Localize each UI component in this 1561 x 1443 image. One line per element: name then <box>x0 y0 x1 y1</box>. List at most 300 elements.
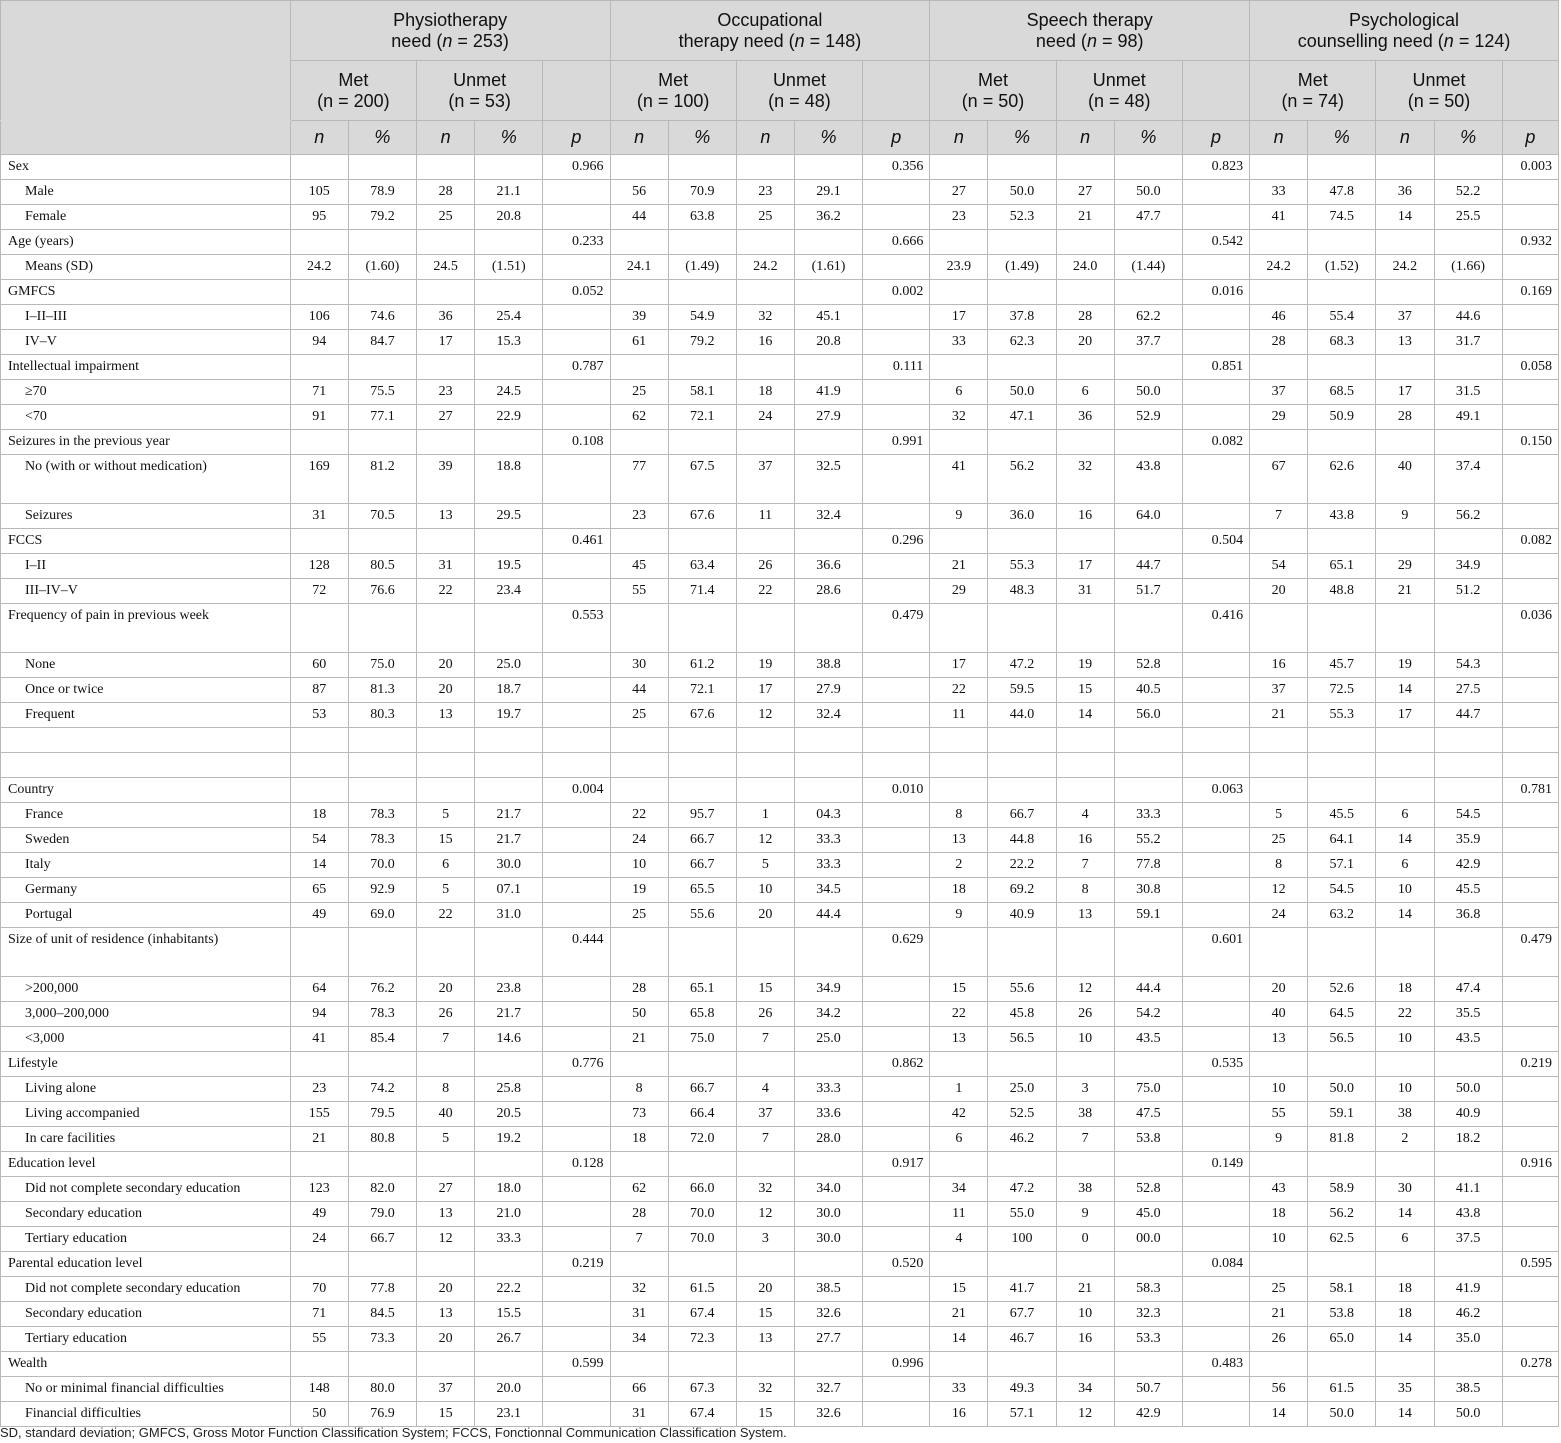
value-cell: 148 <box>290 1377 348 1402</box>
value-cell: 22 <box>1376 1002 1434 1027</box>
value-cell: 19 <box>610 878 668 903</box>
p-value-cell <box>863 1077 930 1102</box>
p-value-cell: 0.542 <box>1182 230 1249 255</box>
p-value-cell <box>863 579 930 604</box>
p-value-cell <box>863 1402 930 1427</box>
p-value-cell: 0.823 <box>1182 155 1249 180</box>
value-cell <box>417 1152 475 1177</box>
p-value-cell <box>1182 678 1249 703</box>
p-value-cell <box>863 405 930 430</box>
value-cell <box>988 778 1056 803</box>
value-cell: 43.8 <box>1434 1202 1502 1227</box>
value-cell: 22 <box>610 803 668 828</box>
value-cell: 25.4 <box>475 305 543 330</box>
value-cell: 28.6 <box>794 579 862 604</box>
value-cell <box>1114 1152 1182 1177</box>
value-cell <box>930 778 988 803</box>
value-cell: 47.8 <box>1308 180 1376 205</box>
value-cell: 14 <box>290 853 348 878</box>
value-cell <box>1308 778 1376 803</box>
table-row <box>1 1077 1559 1102</box>
p-value-cell <box>1182 1177 1249 1202</box>
value-cell: 37.5 <box>1434 1227 1502 1252</box>
value-cell <box>1056 728 1114 753</box>
p-value-cell <box>1182 753 1249 778</box>
p-value-cell <box>1502 828 1558 853</box>
p-value-cell <box>543 330 610 355</box>
value-cell <box>1434 280 1502 305</box>
table-row <box>1 928 1559 977</box>
value-cell <box>930 1052 988 1077</box>
value-cell: 21.7 <box>475 803 543 828</box>
value-cell <box>290 753 348 778</box>
stat-header: % <box>794 121 862 155</box>
stat-header: n <box>1376 121 1434 155</box>
value-cell: 54.9 <box>668 305 736 330</box>
value-cell <box>417 529 475 554</box>
value-cell <box>794 604 862 653</box>
value-cell <box>1376 778 1434 803</box>
met-header <box>610 61 736 121</box>
value-cell: 50.0 <box>1434 1077 1502 1102</box>
value-cell: 24 <box>610 828 668 853</box>
stat-header: p <box>1502 121 1558 155</box>
value-cell: 4 <box>930 1227 988 1252</box>
p-value-cell <box>1182 977 1249 1002</box>
value-cell: 64.5 <box>1308 1002 1376 1027</box>
table-row <box>1 430 1559 455</box>
value-cell <box>736 1352 794 1377</box>
value-cell: 18 <box>1376 1302 1434 1327</box>
value-cell: 23.9 <box>930 255 988 280</box>
met-label: Met <box>1297 69 1328 90</box>
p-value-cell <box>543 579 610 604</box>
p-value-cell <box>543 1077 610 1102</box>
value-cell: 92.9 <box>348 878 416 903</box>
p-value-cell: 0.150 <box>1502 430 1558 455</box>
value-cell <box>1308 753 1376 778</box>
value-cell: 155 <box>290 1102 348 1127</box>
value-cell <box>348 1252 416 1277</box>
value-cell: 49.1 <box>1434 405 1502 430</box>
value-cell: 54 <box>1250 554 1308 579</box>
value-cell: 78.3 <box>348 1002 416 1027</box>
p-value-cell <box>1502 903 1558 928</box>
value-cell <box>348 778 416 803</box>
value-cell <box>1434 928 1502 977</box>
group-n-label: n <box>1443 30 1454 51</box>
value-cell: 70.0 <box>348 853 416 878</box>
value-cell: 85.4 <box>348 1027 416 1052</box>
value-cell: 6 <box>1376 1227 1434 1252</box>
value-cell: 73.3 <box>348 1327 416 1352</box>
value-cell <box>1114 280 1182 305</box>
p-value-cell <box>1182 405 1249 430</box>
value-cell: 51.2 <box>1434 579 1502 604</box>
value-cell: 56.2 <box>988 455 1056 504</box>
p-value-cell: 0.082 <box>1502 529 1558 554</box>
value-cell: 31 <box>290 504 348 529</box>
value-cell <box>1376 1152 1434 1177</box>
value-cell: 50.0 <box>1114 180 1182 205</box>
value-cell <box>668 355 736 380</box>
p-spacer-header <box>1502 61 1558 121</box>
value-cell: 79.5 <box>348 1102 416 1127</box>
value-cell <box>1056 155 1114 180</box>
value-cell: 25.5 <box>1434 205 1502 230</box>
stat-header: p <box>543 121 610 155</box>
row-label: None <box>1 653 291 678</box>
p-value-cell <box>1182 255 1249 280</box>
p-value-cell <box>1502 878 1558 903</box>
value-cell: 17 <box>736 678 794 703</box>
stat-header: p <box>1182 121 1249 155</box>
value-cell <box>417 604 475 653</box>
value-cell: 78.9 <box>348 180 416 205</box>
unmet-label: Unmet <box>453 69 507 90</box>
value-cell <box>348 529 416 554</box>
p-value-cell: 0.084 <box>1182 1252 1249 1277</box>
value-cell: 72.0 <box>668 1127 736 1152</box>
value-cell <box>475 753 543 778</box>
p-value-cell <box>543 554 610 579</box>
value-cell: 26 <box>417 1002 475 1027</box>
value-cell <box>1376 1252 1434 1277</box>
value-cell: 10 <box>736 878 794 903</box>
value-cell: 36 <box>1056 405 1114 430</box>
value-cell: 44.6 <box>1434 305 1502 330</box>
value-cell: 41.9 <box>794 380 862 405</box>
row-label: <70 <box>1 405 291 430</box>
value-cell: 45.5 <box>1434 878 1502 903</box>
value-cell: 25.0 <box>475 653 543 678</box>
value-cell <box>290 355 348 380</box>
p-value-cell <box>1182 504 1249 529</box>
p-value-cell: 0.991 <box>863 430 930 455</box>
value-cell: 44.7 <box>1434 703 1502 728</box>
value-cell: 15 <box>736 1302 794 1327</box>
value-cell: 18.0 <box>475 1177 543 1202</box>
value-cell: 1 <box>736 803 794 828</box>
value-cell <box>736 280 794 305</box>
p-value-cell <box>543 1002 610 1027</box>
value-cell: 71 <box>290 1302 348 1327</box>
value-cell <box>1434 155 1502 180</box>
value-cell <box>475 928 543 977</box>
value-cell: 37 <box>1376 305 1434 330</box>
row-label: 3,000–200,000 <box>1 1002 291 1027</box>
group-n-value: = 124) <box>1453 30 1511 51</box>
value-cell: 54.2 <box>1114 1002 1182 1027</box>
value-cell <box>1056 280 1114 305</box>
value-cell: 41.1 <box>1434 1177 1502 1202</box>
value-cell <box>1056 430 1114 455</box>
value-cell: 28.0 <box>794 1127 862 1152</box>
value-cell <box>1056 1252 1114 1277</box>
value-cell: 50.9 <box>1308 405 1376 430</box>
p-value-cell <box>543 853 610 878</box>
value-cell: (1.51) <box>475 255 543 280</box>
p-value-cell <box>1502 678 1558 703</box>
value-cell: 10 <box>1376 878 1434 903</box>
value-cell: 56.2 <box>1308 1202 1376 1227</box>
p-value-cell <box>1502 1402 1558 1427</box>
value-cell: 9 <box>930 903 988 928</box>
row-label: Intellectual impairment <box>1 355 291 380</box>
value-cell: 44.7 <box>1114 554 1182 579</box>
value-cell <box>417 155 475 180</box>
value-cell: 38 <box>1376 1102 1434 1127</box>
p-value-cell <box>1182 828 1249 853</box>
value-cell: 7 <box>736 1127 794 1152</box>
value-cell <box>417 1352 475 1377</box>
value-cell: 7 <box>1056 853 1114 878</box>
p-value-cell <box>1182 728 1249 753</box>
value-cell: 33.3 <box>1114 803 1182 828</box>
value-cell: 80.5 <box>348 554 416 579</box>
value-cell: 40.5 <box>1114 678 1182 703</box>
p-value-cell <box>1182 1327 1249 1352</box>
value-cell: 66.7 <box>668 1077 736 1102</box>
value-cell <box>1376 928 1434 977</box>
group-title-line2: need ( <box>1035 30 1087 51</box>
value-cell: 35.0 <box>1434 1327 1502 1352</box>
value-cell: 20 <box>736 903 794 928</box>
p-value-cell <box>863 554 930 579</box>
p-value-cell: 0.917 <box>863 1152 930 1177</box>
value-cell: 44.4 <box>794 903 862 928</box>
value-cell: 26 <box>1056 1002 1114 1027</box>
value-cell: 15 <box>930 977 988 1002</box>
p-value-cell <box>1182 653 1249 678</box>
value-cell: 62.6 <box>1308 455 1376 504</box>
value-cell: 26.7 <box>475 1327 543 1352</box>
value-cell: 1 <box>930 1077 988 1102</box>
value-cell: 55.6 <box>988 977 1056 1002</box>
value-cell: 56.5 <box>1308 1027 1376 1052</box>
value-cell: 18.8 <box>475 455 543 504</box>
value-cell: 38.8 <box>794 653 862 678</box>
value-cell <box>930 529 988 554</box>
value-cell <box>290 728 348 753</box>
value-cell: 79.2 <box>348 205 416 230</box>
value-cell: 13 <box>417 504 475 529</box>
value-cell: 24.1 <box>610 255 668 280</box>
value-cell: 21 <box>290 1127 348 1152</box>
p-value-cell: 0.063 <box>1182 778 1249 803</box>
value-cell <box>668 1352 736 1377</box>
value-cell: 14 <box>1250 1402 1308 1427</box>
value-cell <box>1376 355 1434 380</box>
value-cell: 31.5 <box>1434 380 1502 405</box>
p-value-cell <box>863 728 930 753</box>
value-cell: 33 <box>1250 180 1308 205</box>
p-value-cell <box>1502 1202 1558 1227</box>
value-cell: 39 <box>417 455 475 504</box>
p-value-cell <box>1182 180 1249 205</box>
value-cell: 45 <box>610 554 668 579</box>
p-value-cell <box>1182 703 1249 728</box>
value-cell: 105 <box>290 180 348 205</box>
p-value-cell: 0.629 <box>863 928 930 977</box>
p-value-cell <box>1502 180 1558 205</box>
value-cell <box>736 928 794 977</box>
value-cell: 44.0 <box>988 703 1056 728</box>
stat-header: n <box>930 121 988 155</box>
value-cell <box>1308 230 1376 255</box>
value-cell: 16 <box>1056 1327 1114 1352</box>
value-cell <box>610 1052 668 1077</box>
value-cell: 55 <box>290 1327 348 1352</box>
p-value-cell <box>1502 753 1558 778</box>
value-cell: 25 <box>610 703 668 728</box>
value-cell <box>610 230 668 255</box>
value-cell: 66.7 <box>668 853 736 878</box>
p-value-cell <box>1502 1002 1558 1027</box>
value-cell: 95.7 <box>668 803 736 828</box>
value-cell: 11 <box>736 504 794 529</box>
value-cell: 61.5 <box>668 1277 736 1302</box>
value-cell <box>1376 604 1434 653</box>
value-cell <box>668 230 736 255</box>
value-cell <box>668 778 736 803</box>
row-label: Sex <box>1 155 291 180</box>
value-cell: 12 <box>1056 1402 1114 1427</box>
value-cell: 32 <box>736 305 794 330</box>
value-cell <box>930 1352 988 1377</box>
value-cell <box>1434 529 1502 554</box>
value-cell: 33.3 <box>475 1227 543 1252</box>
p-value-cell <box>1182 554 1249 579</box>
value-cell: 37 <box>1250 678 1308 703</box>
p-value-cell <box>543 1102 610 1127</box>
p-value-cell <box>863 1327 930 1352</box>
value-cell: 76.6 <box>348 579 416 604</box>
value-cell: 106 <box>290 305 348 330</box>
p-value-cell: 0.781 <box>1502 778 1558 803</box>
value-cell: 77.8 <box>348 1277 416 1302</box>
value-cell: 33.3 <box>794 828 862 853</box>
value-cell: 25 <box>1250 1277 1308 1302</box>
p-value-cell <box>863 330 930 355</box>
table-row <box>1 205 1559 230</box>
value-cell <box>290 529 348 554</box>
value-cell: 18.7 <box>475 678 543 703</box>
stat-header: n <box>417 121 475 155</box>
stat-header: % <box>475 121 543 155</box>
value-cell <box>610 155 668 180</box>
p-value-cell: 0.003 <box>1502 155 1558 180</box>
stat-header: % <box>348 121 416 155</box>
row-label: Did not complete secondary education <box>1 1277 291 1302</box>
value-cell <box>988 1252 1056 1277</box>
p-value-cell <box>1502 1027 1558 1052</box>
value-cell: 3 <box>736 1227 794 1252</box>
value-cell: 18 <box>736 380 794 405</box>
value-cell: 21.7 <box>475 1002 543 1027</box>
met-label: Met <box>338 69 369 90</box>
value-cell: 15 <box>1056 678 1114 703</box>
value-cell: 76.2 <box>348 977 416 1002</box>
table-row <box>1 1302 1559 1327</box>
p-value-cell <box>543 1327 610 1352</box>
p-value-cell <box>543 1377 610 1402</box>
value-cell <box>1308 1052 1376 1077</box>
value-cell: 25 <box>610 380 668 405</box>
p-value-cell: 0.036 <box>1502 604 1558 653</box>
value-cell: 10 <box>1056 1027 1114 1052</box>
value-cell: 10 <box>1250 1077 1308 1102</box>
value-cell: 20 <box>417 977 475 1002</box>
value-cell <box>1376 230 1434 255</box>
value-cell: (1.52) <box>1308 255 1376 280</box>
p-value-cell <box>1182 1202 1249 1227</box>
value-cell: 72.3 <box>668 1327 736 1352</box>
value-cell: 13 <box>930 1027 988 1052</box>
value-cell: 19.5 <box>475 554 543 579</box>
value-cell: 37.7 <box>1114 330 1182 355</box>
p-value-cell: 0.520 <box>863 1252 930 1277</box>
value-cell: 19 <box>1056 653 1114 678</box>
p-value-cell <box>1502 977 1558 1002</box>
value-cell: 30 <box>610 653 668 678</box>
value-cell: 64.0 <box>1114 504 1182 529</box>
value-cell: 4 <box>1056 803 1114 828</box>
p-value-cell <box>543 678 610 703</box>
value-cell: 55.3 <box>988 554 1056 579</box>
value-cell <box>417 355 475 380</box>
p-value-cell <box>863 504 930 529</box>
value-cell: 64 <box>290 977 348 1002</box>
group-n-label: n <box>1086 30 1097 51</box>
value-cell <box>290 430 348 455</box>
met-n: (n = 100) <box>636 90 710 111</box>
value-cell <box>988 529 1056 554</box>
value-cell: 75.5 <box>348 380 416 405</box>
value-cell <box>988 1152 1056 1177</box>
row-label: Age (years) <box>1 230 291 255</box>
value-cell: (1.66) <box>1434 255 1502 280</box>
row-label: Female <box>1 205 291 230</box>
value-cell <box>348 1152 416 1177</box>
value-cell: 26 <box>736 1002 794 1027</box>
value-cell <box>348 1352 416 1377</box>
value-cell: 14 <box>930 1327 988 1352</box>
value-cell: 66.4 <box>668 1102 736 1127</box>
p-value-cell <box>1182 1127 1249 1152</box>
value-cell: 24.0 <box>1056 255 1114 280</box>
value-cell <box>290 604 348 653</box>
value-cell: 53.8 <box>1308 1302 1376 1327</box>
value-cell: 33.3 <box>794 1077 862 1102</box>
stat-header: n <box>610 121 668 155</box>
value-cell <box>930 230 988 255</box>
value-cell: 50.0 <box>988 180 1056 205</box>
p-value-cell <box>1502 579 1558 604</box>
value-cell: 32 <box>1056 455 1114 504</box>
p-value-cell <box>1502 1177 1558 1202</box>
row-label: Financial difficulties <box>1 1402 291 1427</box>
value-cell <box>1250 1252 1308 1277</box>
value-cell <box>1434 604 1502 653</box>
value-cell: 72.5 <box>1308 678 1376 703</box>
value-cell: 19 <box>736 653 794 678</box>
value-cell: 31 <box>1056 579 1114 604</box>
p-value-cell <box>1182 1302 1249 1327</box>
value-cell: 54.5 <box>1308 878 1376 903</box>
value-cell: 67.6 <box>668 504 736 529</box>
row-label: GMFCS <box>1 280 291 305</box>
